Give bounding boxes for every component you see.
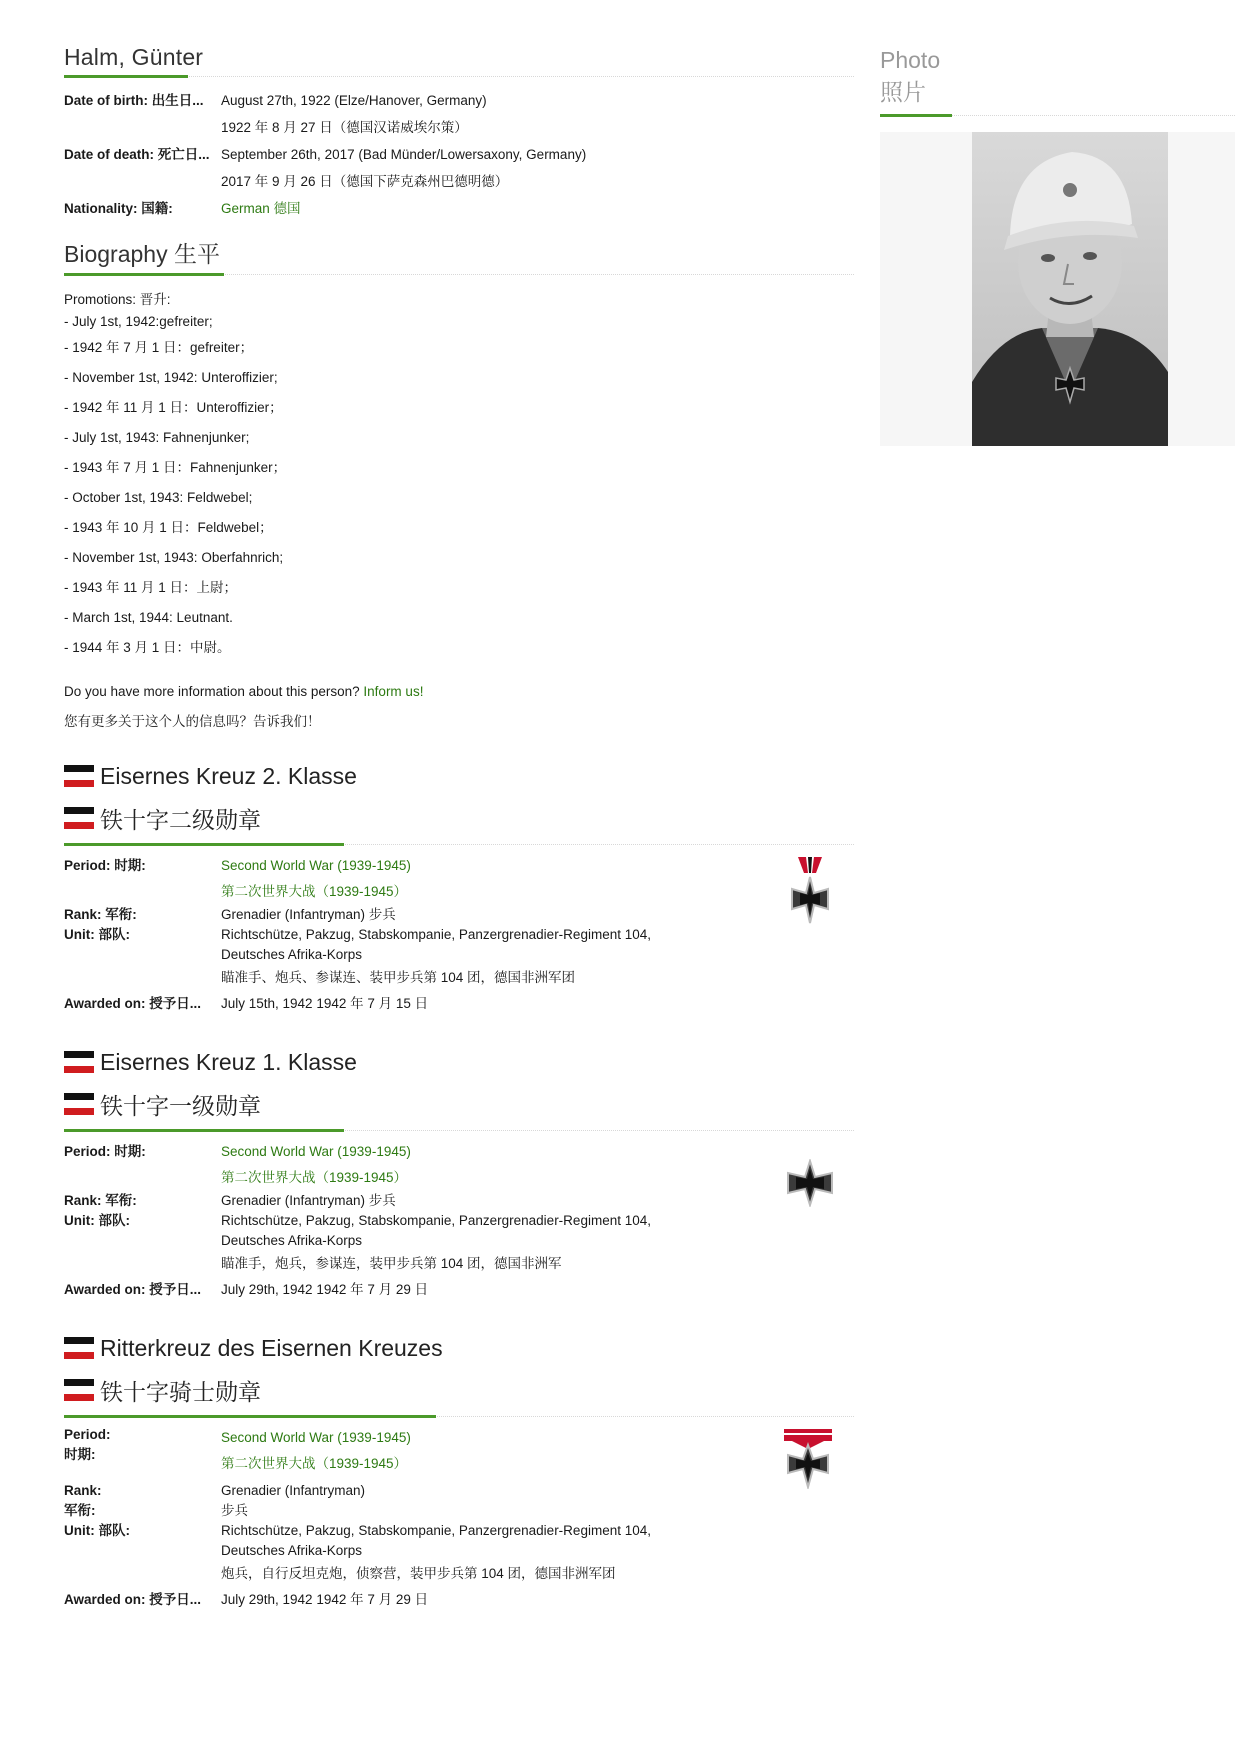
period-label: Period: 时期: [64, 858, 146, 873]
photo-title: Photo [880, 47, 941, 73]
name-heading-wrap [64, 44, 854, 77]
unit-value: Richtschütze, Pakzug, Stabskompanie, Panzergrenadier-Regiment 104, Deutsches Afrika-Korps [221, 1213, 651, 1248]
flag-icon [64, 1337, 94, 1359]
list-item: - July 1st, 1943: Fahnenjunker; [64, 430, 250, 445]
period-link[interactable]: Second World War (1939-1945) [221, 858, 411, 873]
portrait-photo-icon [972, 132, 1168, 446]
list-item: - November 1st, 1942: Unteroffizier; [64, 370, 278, 385]
flag-icon [64, 765, 94, 787]
award-eisernes-kreuz-2 [64, 755, 854, 1017]
list-item: - 1942 年 11 月 1 日：Unteroffizier； [64, 400, 283, 415]
page-title: Halm, Günter [64, 44, 204, 70]
list-item: - 1943 年 7 月 1 日：Fahnenjunker； [64, 460, 287, 475]
award-title: Eisernes Kreuz 2. Klasse [100, 762, 357, 789]
iron-cross-1st-class-icon [786, 1159, 834, 1207]
biography-heading-wrap [64, 236, 854, 275]
list-item: - 1944 年 3 月 1 日：中尉。 [64, 640, 231, 655]
dob-value: August 27th, 1922 (Elze/Hanover, Germany) [221, 93, 487, 108]
heading-accent [880, 114, 952, 117]
main-content [64, 44, 854, 1613]
photo-container [880, 132, 1235, 446]
rank-label: Rank: [64, 1483, 102, 1498]
awarded-value: July 29th, 1942 1942 年 7 月 29 日 [221, 1592, 429, 1607]
list-item: - November 1st, 1943: Oberfahnrich; [64, 550, 284, 565]
personal-info [64, 87, 854, 222]
list-item: - October 1st, 1943: Feldwebel; [64, 490, 253, 505]
list-item: - 1942 年 7 月 1 日：gefreiter； [64, 340, 254, 355]
unit-label: Unit: 部队: [64, 1213, 130, 1228]
period-link[interactable]: Second World War (1939-1945) [221, 1430, 411, 1445]
heading-accent [64, 1415, 436, 1418]
dod-value: September 26th, 2017 (Bad Münder/Lowersaxony, Germany) [221, 147, 587, 162]
knights-cross-icon [782, 1427, 834, 1489]
period-link-cn[interactable]: 第二次世界大战（1939-1945） [221, 884, 408, 899]
rank-value: Grenadier (Infantryman) 步兵 [221, 1193, 396, 1208]
award-eisernes-kreuz-1 [64, 1041, 854, 1303]
period-label: Period: 时期: [64, 1144, 146, 1159]
heading-accent [64, 75, 188, 78]
award-title: Eisernes Kreuz 1. Klasse [100, 1048, 357, 1075]
period-link[interactable]: Second World War (1939-1945) [221, 1144, 411, 1159]
unit-value-cn: 瞄准手，炮兵，参谋连，装甲步兵第 104 团，德国非洲军 [221, 1256, 562, 1271]
awarded-value: July 29th, 1942 1942 年 7 月 29 日 [221, 1282, 429, 1297]
unit-value-cn: 炮兵，自行反坦克炮，侦察营，装甲步兵第 104 团，德国非洲军团 [221, 1566, 616, 1581]
unit-value: Richtschütze, Pakzug, Stabskompanie, Panzergrenadier-Regiment 104, Deutsches Afrika-Korps [221, 1523, 651, 1558]
nationality-label: Nationality: 国籍: [64, 201, 173, 216]
list-item: - 1943 年 11 月 1 日：上尉； [64, 580, 238, 595]
awarded-label: Awarded on: 授予日... [64, 1592, 202, 1607]
biography-title: Biography 生平 [64, 241, 220, 267]
awarded-value: July 15th, 1942 1942 年 7 月 15 日 [221, 996, 429, 1011]
rank-label: Rank: 军衔: [64, 1193, 137, 1208]
list-item: - 1943 年 10 月 1 日：Feldwebel； [64, 520, 273, 535]
list-item: - March 1st, 1944: Leutnant. [64, 610, 233, 625]
inform-text: Do you have more information about this person? [64, 684, 364, 699]
unit-value: Richtschütze, Pakzug, Stabskompanie, Panzergrenadier-Regiment 104, Deutsches Afrika-Korps [221, 927, 651, 962]
unit-value-cn: 瞄准手、炮兵、参谋连、装甲步兵第 104 团，德国非洲军团 [221, 970, 576, 985]
promotions-list [64, 289, 854, 663]
heading-accent [64, 1129, 344, 1132]
sidebar [880, 44, 1235, 446]
list-item: - July 1st, 1942:gefreiter; [64, 314, 213, 329]
flag-icon [64, 1379, 94, 1401]
heading-accent [64, 843, 344, 846]
inform-us-link[interactable]: Inform us! [363, 684, 424, 699]
flag-icon [64, 1051, 94, 1073]
awarded-label: Awarded on: 授予日... [64, 996, 202, 1011]
dod-label: Date of death: 死亡日... [64, 147, 210, 162]
unit-label: Unit: 部队: [64, 1523, 130, 1538]
rank-label: Rank: 军衔: [64, 907, 137, 922]
period-link-cn[interactable]: 第二次世界大战（1939-1945） [221, 1456, 408, 1471]
promotions-label: Promotions: 晋升: [64, 292, 171, 307]
flag-icon [64, 807, 94, 829]
rank-value: Grenadier (Infantryman) 步兵 [221, 907, 396, 922]
rank-value: Grenadier (Infantryman) [221, 1483, 366, 1498]
rank-label-cn: 军衔: [64, 1503, 96, 1518]
inform-section [64, 677, 854, 737]
award-ritterkreuz [64, 1327, 854, 1613]
dod-value-cn: 2017 年 9 月 26 日（德国下萨克森州巴德明德） [221, 174, 509, 189]
photo-heading-wrap [880, 44, 1235, 116]
heading-accent [64, 273, 224, 276]
award-title-cn: 铁十字一级勋章 [100, 1092, 261, 1119]
rank-value-cn: 步兵 [221, 1503, 248, 1518]
period-label-cn: 时期: [64, 1447, 96, 1462]
nationality-link[interactable]: German 德国 [221, 201, 301, 216]
unit-label: Unit: 部队: [64, 927, 130, 942]
awarded-label: Awarded on: 授予日... [64, 1282, 202, 1297]
award-title-cn: 铁十字骑士勋章 [100, 1378, 261, 1405]
award-title: Ritterkreuz des Eisernen Kreuzes [100, 1334, 443, 1361]
dob-label: Date of birth: 出生日... [64, 93, 204, 108]
dob-value-cn: 1922 年 8 月 27 日（德国汉诺威埃尔策） [221, 120, 468, 135]
photo-title-cn: 照片 [880, 79, 926, 105]
inform-text-cn: 您有更多关于这个人的信息吗？告诉我们！ [64, 714, 321, 729]
iron-cross-2nd-class-icon [786, 855, 834, 927]
period-link-cn[interactable]: 第二次世界大战（1939-1945） [221, 1170, 408, 1185]
period-label: Period: [64, 1427, 111, 1442]
award-title-cn: 铁十字二级勋章 [100, 806, 261, 833]
flag-icon [64, 1093, 94, 1115]
